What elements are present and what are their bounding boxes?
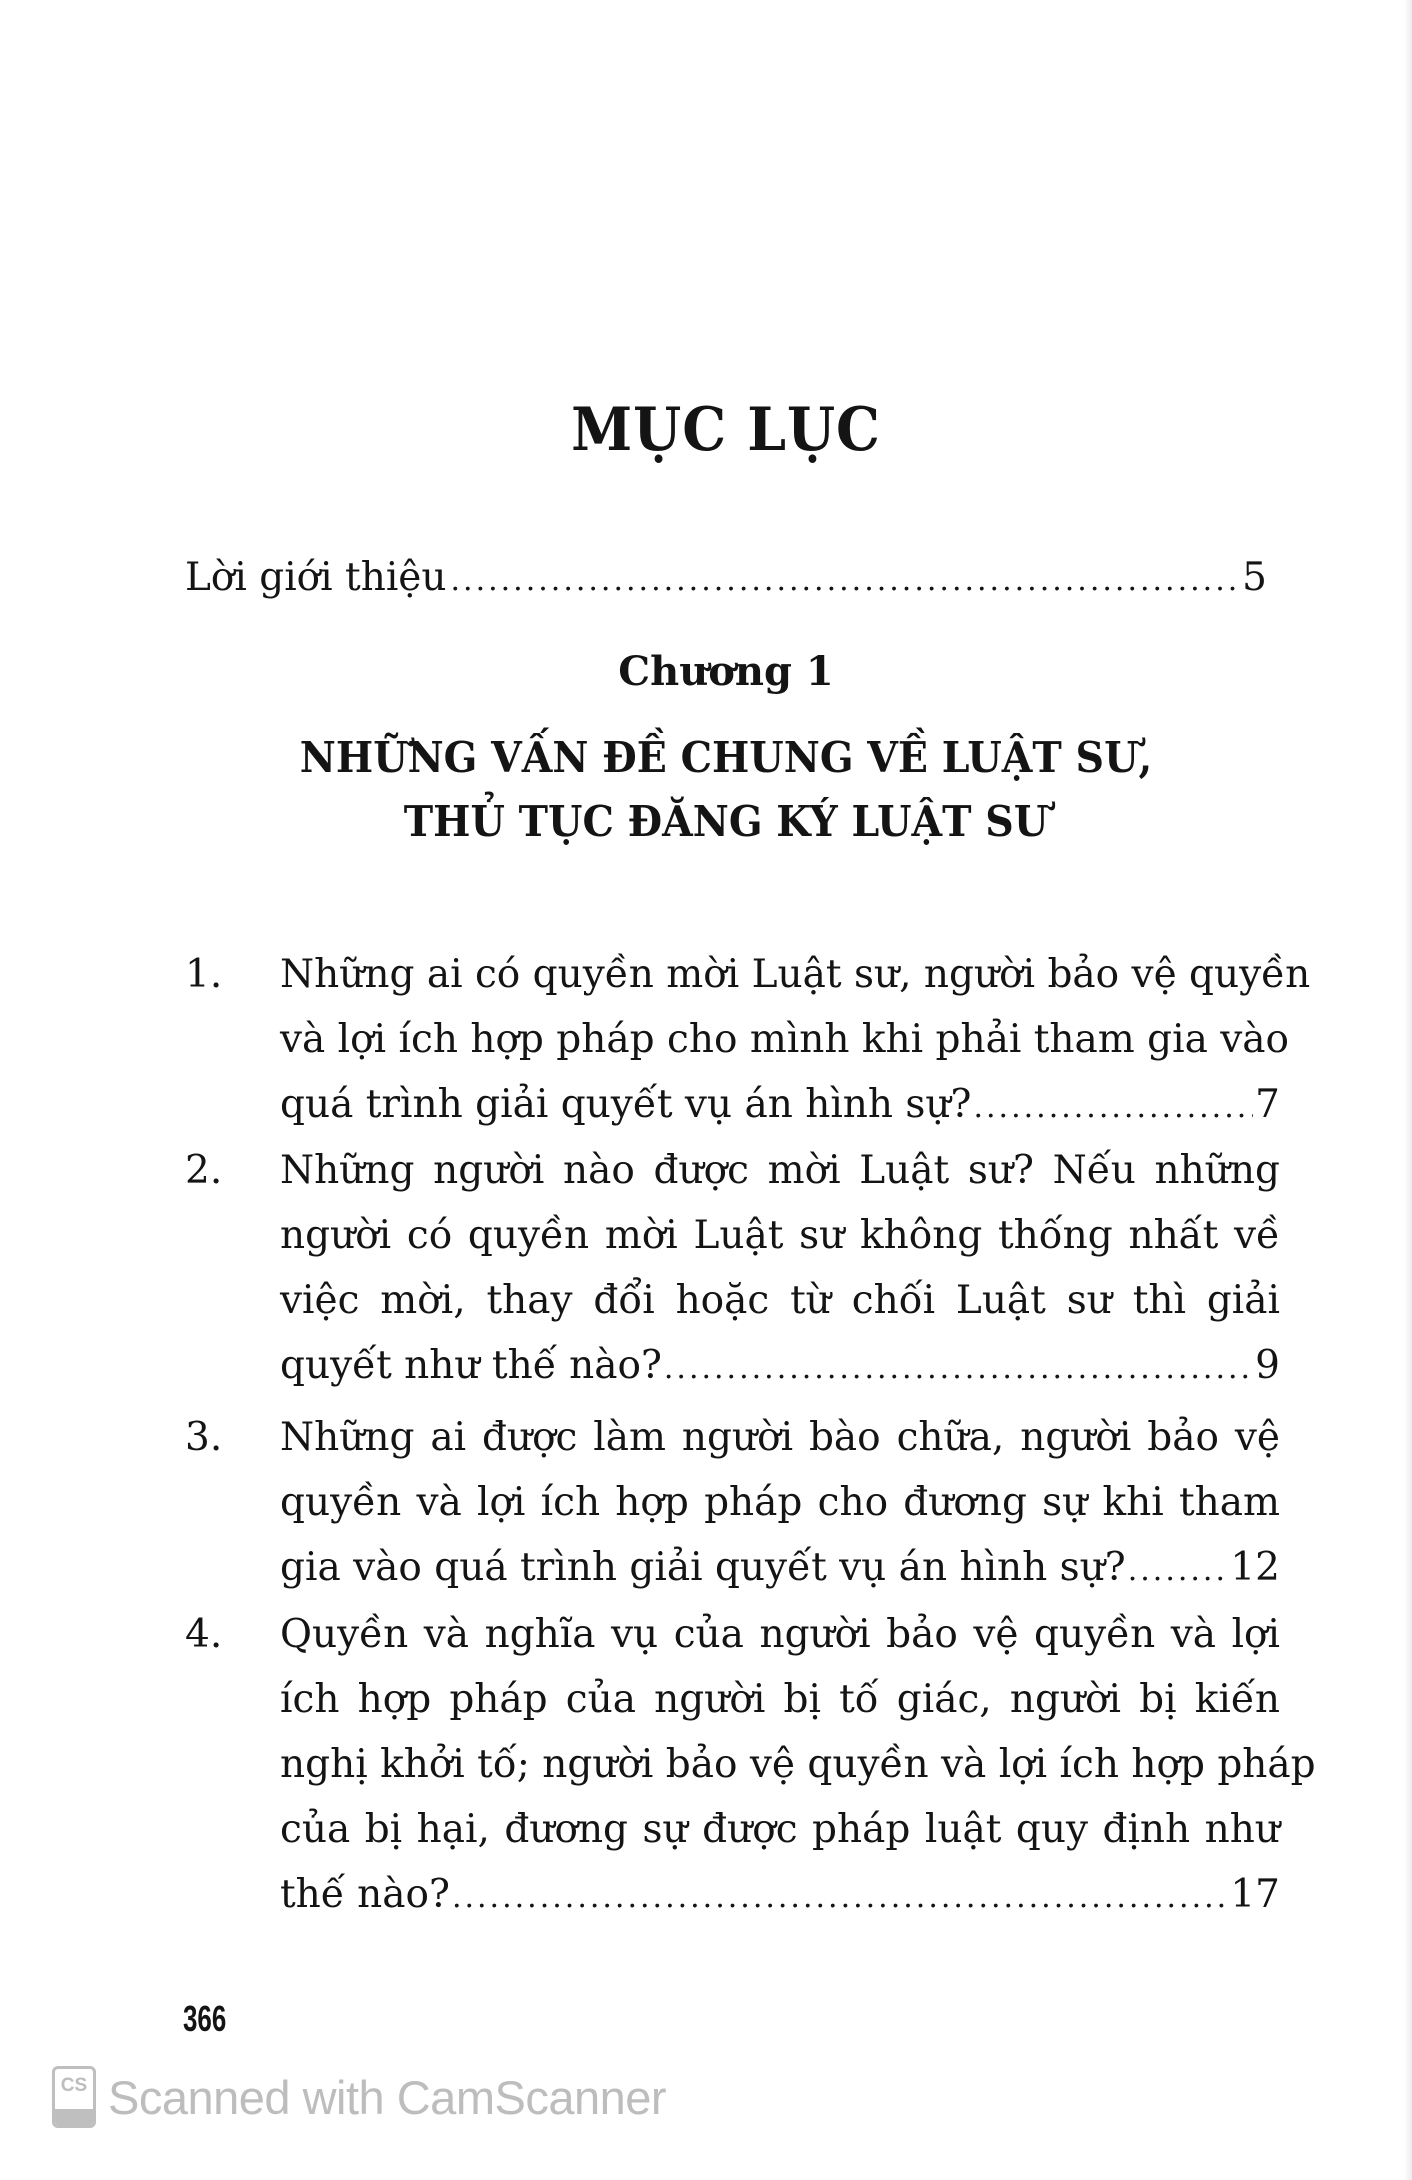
item-line: việc mời, thay đổi hoặc từ chối Luật sư thì giải: [280, 1278, 1280, 1323]
dot-leader: [452, 1880, 1228, 1915]
chapter-title-line-1: NHỮNG VẤN ĐỀ CHUNG VỀ LUẬT SƯ,: [299, 733, 1153, 782]
page-edge: [1404, 0, 1412, 2180]
page-title: MỤC LỤC: [571, 395, 881, 465]
chapter-label: Chương 1: [618, 648, 834, 695]
dot-leader: [973, 1090, 1253, 1125]
toc-page-number: 12: [1230, 1545, 1280, 1590]
toc-page-number: 5: [1242, 555, 1267, 600]
dot-leader: [664, 1351, 1253, 1386]
item-line: quyền và lợi ích hợp pháp cho đương sự khi tham: [280, 1480, 1280, 1525]
item-line: nghị khởi tố; người bảo vệ quyền và lợi ích hợp pháp: [280, 1742, 1316, 1787]
item-last-line: [280, 1082, 1280, 1127]
watermark-text: Scanned with CamScanner: [108, 2070, 667, 2124]
item-line-text: thế nào?: [280, 1872, 450, 1917]
item-line: của bị hại, đương sự được pháp luật quy định như: [280, 1807, 1280, 1852]
toc-page-number: 17: [1230, 1872, 1280, 1917]
item-last-line: [280, 1343, 1280, 1388]
item-number: 2.: [185, 1148, 223, 1193]
chapter-title-line-2: THỦ TỤC ĐĂNG KÝ LUẬT SƯ: [403, 797, 1049, 846]
item-number: 1.: [185, 952, 223, 997]
item-line: ích hợp pháp của người bị tố giác, người bị kiến: [280, 1677, 1280, 1722]
toc-page-number: 9: [1255, 1343, 1280, 1388]
item-last-line: [280, 1545, 1280, 1590]
camscanner-watermark: [52, 2066, 666, 2128]
item-line: người có quyền mời Luật sư không thống nhất về: [280, 1213, 1280, 1258]
item-line-text: gia vào quá trình giải quyết vụ án hình sự?: [280, 1545, 1126, 1590]
item-line: và lợi ích hợp pháp cho mình khi phải tham gia vào: [280, 1017, 1290, 1062]
item-line-text: quá trình giải quyết vụ án hình sự?: [280, 1082, 972, 1127]
dot-leader: [451, 563, 1239, 598]
toc-entry-intro: [185, 555, 1267, 600]
dot-leader: [1128, 1553, 1229, 1588]
item-line: Quyền và nghĩa vụ của người bảo vệ quyền và lợi: [280, 1612, 1280, 1657]
toc-page-number: 7: [1255, 1082, 1280, 1127]
item-line: Những ai có quyền mời Luật sư, người bảo vệ quyền: [280, 952, 1311, 997]
logo-text: CS: [60, 2075, 88, 2096]
page-number-footer: 366: [183, 1998, 227, 2039]
item-line: Những người nào được mời Luật sư? Nếu những: [280, 1148, 1280, 1193]
item-number: 3.: [185, 1415, 223, 1460]
item-line: Những ai được làm người bào chữa, người bảo vệ: [280, 1415, 1280, 1460]
item-line-text: quyết như thế nào?: [280, 1343, 662, 1388]
item-last-line: [280, 1872, 1280, 1917]
item-number: 4.: [185, 1612, 223, 1657]
camscanner-logo-icon: [52, 2066, 96, 2128]
logo-bar: [55, 2109, 93, 2125]
toc-entry-label: Lời giới thiệu: [185, 555, 447, 600]
